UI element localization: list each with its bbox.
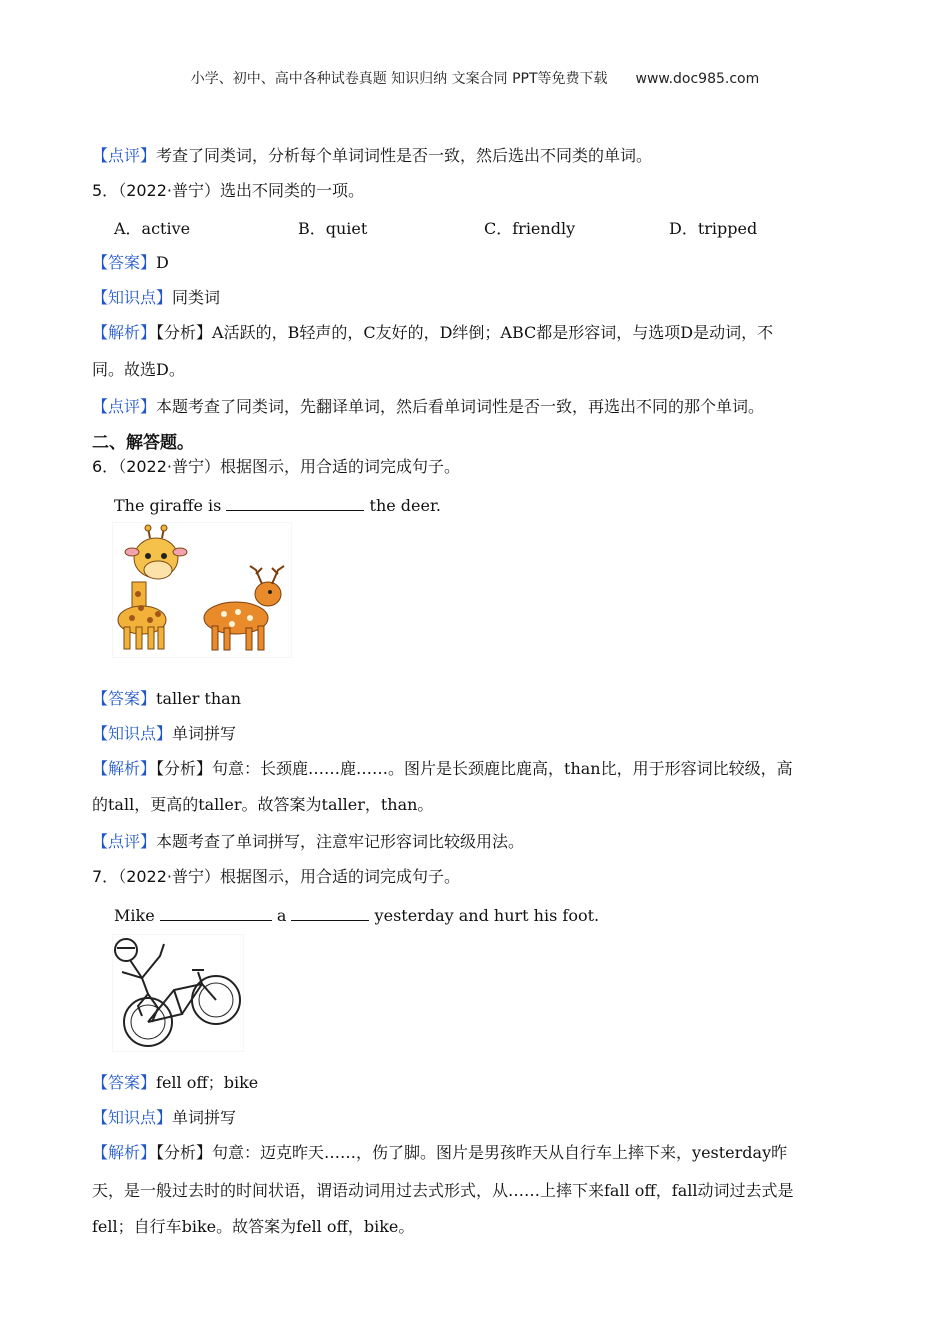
q5-comment: 【点评】本题考查了同类词，先翻译单词，然后看单词词性是否一致，再选出不同的那个单词。 xyxy=(92,397,765,416)
q6-knowledge: 【知识点】单词拼写 xyxy=(92,724,237,743)
q5-knowledge: 【知识点】同类词 xyxy=(92,288,221,307)
q5-analysis-cont: 同。故选D。 xyxy=(92,360,185,379)
q5-answer: 【答案】D xyxy=(92,253,169,272)
q7-blank-1[interactable] xyxy=(160,902,272,921)
q7-stem: 7．（2022·普宁）根据图示，用合适的词完成句子。 xyxy=(92,867,461,886)
q5-option-c: C．friendly xyxy=(484,219,576,238)
q5-stem: 5．（2022·普宁）选出不同类的一项。 xyxy=(92,181,365,200)
q7-knowledge: 【知识点】单词拼写 xyxy=(92,1108,237,1127)
section-title: 二、解答题。 xyxy=(92,433,194,453)
giraffe-deer-image xyxy=(112,522,292,658)
q5-analysis: 【解析】【分析】A活跃的，B轻声的，C友好的，D绊倒；ABC都是形容词，与选项D是动词，不 xyxy=(92,323,774,342)
q6-analysis: 【解析】【分析】句意：长颈鹿……鹿……。图片是长颈鹿比鹿高，than比，用于形容词比较级，高 xyxy=(92,759,793,778)
q6-comment: 【点评】本题考查了单词拼写，注意牢记形容词比较级用法。 xyxy=(92,832,525,851)
q7-analysis-cont2: fell；自行车bike。故答案为fell off，bike。 xyxy=(92,1217,415,1236)
q6-sentence: The giraffe is the deer. xyxy=(114,492,884,517)
q5-option-d: D．tripped xyxy=(669,219,758,238)
page-header xyxy=(0,68,950,88)
q7-answer: 【答案】fell off；bike xyxy=(92,1073,259,1092)
comment-tag: 【点评】 xyxy=(92,146,157,165)
q7-blank-2[interactable] xyxy=(291,902,369,921)
header-site-link[interactable]: www.doc985.com xyxy=(635,71,760,87)
boy-falling-bike-image xyxy=(112,934,244,1052)
q5-option-a: A．active xyxy=(114,219,191,238)
q6-answer: 【答案】taller than xyxy=(92,689,241,708)
q6-analysis-cont: 的tall，更高的taller。故答案为taller，than。 xyxy=(92,795,434,814)
q4-comment: 【点评】考查了同类词，分析每个单词词性是否一致，然后选出不同类的单词。 xyxy=(92,146,653,165)
q7-sentence: Mike a yesterday and hurt his foot. xyxy=(114,902,884,927)
header-text: 小学、初中、高中各种试卷真题 知识归纳 文案合同 PPT等免费下载 xyxy=(190,71,608,87)
q6-blank[interactable] xyxy=(226,492,364,511)
q7-analysis-cont: 天，是一般过去时的时间状语，谓语动词用过去式形式，从……上摔下来fall off，fall动词过去式是 xyxy=(92,1181,794,1200)
q5-option-b: B．quiet xyxy=(298,219,368,238)
q6-stem: 6．（2022·普宁）根据图示，用合适的词完成句子。 xyxy=(92,457,461,476)
q7-analysis: 【解析】【分析】句意：迈克昨天……，伤了脚。图片是男孩昨天从自行车上摔下来，yesterday昨 xyxy=(92,1143,788,1162)
